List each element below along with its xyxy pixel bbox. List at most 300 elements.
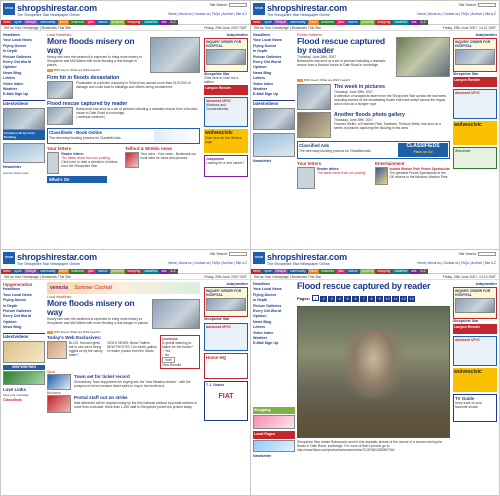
weather-link[interactable]: today/weather xyxy=(475,282,497,286)
wolves-title: wolvescivic xyxy=(454,369,482,375)
nav-item-property[interactable]: property xyxy=(361,20,374,24)
gallery-date: Thursday, June 28th, 2007 xyxy=(334,90,373,94)
photos-text[interactable]: NEW PHOTOS: Our fourth gallery of reader photos from the floods xyxy=(107,345,157,353)
nav-item-shopping[interactable]: shopping xyxy=(377,269,391,273)
homepage-link[interactable]: Set as Your Homepage | Bookmark This Site xyxy=(4,275,71,279)
site-search xyxy=(210,3,247,7)
page-button[interactable]: 7 xyxy=(360,296,367,302)
star-ad-headline: INQUIRY ORDER FOR HOSPITAL xyxy=(455,40,491,48)
nav-item-lifestyle[interactable]: lifestyle xyxy=(25,269,37,273)
nav-item-classified[interactable]: classified xyxy=(394,269,408,273)
search-input[interactable] xyxy=(478,3,496,7)
search-label: Site Search: xyxy=(209,3,229,7)
lnav-item[interactable]: Every Old World xyxy=(253,60,281,65)
poll-option-no[interactable]: ○ No xyxy=(162,353,170,357)
entertainment-photo[interactable] xyxy=(375,167,388,185)
poll-option-yes[interactable]: ○ Yes xyxy=(162,349,171,353)
sport-text: Shrewsbury Town supporters are buying into the 'new Meadow dream' - with the prospect of record season ticket sales to ring in the fourth end. xyxy=(74,380,191,388)
ad-thumbnail[interactable] xyxy=(3,143,45,163)
upvc-ad[interactable] xyxy=(204,323,248,351)
kicker: Local Headlines: xyxy=(47,33,73,37)
upvc-ad[interactable] xyxy=(453,89,497,119)
lnav-item[interactable]: Your Local News xyxy=(3,38,32,43)
promo-banner[interactable] xyxy=(47,282,200,294)
lnav-item[interactable]: Your Local News xyxy=(253,38,282,43)
blog-photo[interactable] xyxy=(47,341,67,359)
page-button[interactable]: 5 xyxy=(344,296,351,302)
gallery-date: Thursday, June 28th, 2007 xyxy=(334,118,373,122)
story-photo[interactable] xyxy=(47,81,73,99)
page-button[interactable]: 1 xyxy=(312,295,319,301)
lnav-item[interactable]: Flying Doctor xyxy=(3,43,27,48)
star-logo-box[interactable]: STAR xyxy=(253,252,265,264)
worcester-ad[interactable] xyxy=(453,147,497,169)
nav-item-ads[interactable]: ads xyxy=(161,20,167,24)
site-tagline: The Shropshire Star Newspaper Online xyxy=(267,262,330,266)
site-header xyxy=(251,250,499,274)
lnav-item[interactable]: Headlines xyxy=(3,33,20,37)
upvc-ad[interactable] xyxy=(204,97,248,127)
star-logo-box[interactable]: STAR xyxy=(3,3,15,15)
page-button[interactable]: 9 xyxy=(376,296,383,302)
story-text: Floodwater at a kitchen company in Telford has caused more than £100,000 of damage and could lead to buildings and offices being condemned. xyxy=(76,81,191,89)
telford-photo[interactable] xyxy=(125,152,139,168)
reader-letters-sub[interactable]: The latest views from our posting xyxy=(61,156,110,160)
lnav-item[interactable]: E-Mail Sign Up xyxy=(3,92,29,97)
classifieds-banner[interactable] xyxy=(154,130,198,142)
nav-item-business[interactable]: business xyxy=(71,20,84,24)
video-news-link[interactable]: VIDEO NEWS: News Trailers xyxy=(107,341,150,345)
page-button[interactable]: 3 xyxy=(328,296,335,302)
reader-letters-label: Reader letters: xyxy=(317,167,340,171)
nav-item-lifestyle[interactable]: lifestyle xyxy=(275,20,287,24)
search-input[interactable] xyxy=(229,3,247,7)
lnav-item[interactable]: Weather xyxy=(3,87,18,92)
page-button[interactable]: 13 xyxy=(409,297,414,301)
story-headline[interactable]: Firm hit in floods devastation xyxy=(47,75,120,81)
right-column xyxy=(453,282,497,422)
continue-link[interactable]: | continue continue | xyxy=(76,115,106,119)
site-header xyxy=(251,1,499,25)
lnav-item[interactable]: Your Local News xyxy=(253,287,282,292)
nav-item-travel[interactable]: travel xyxy=(309,269,318,273)
rss-label: RSS Feed | What are RSS Feeds? xyxy=(53,330,101,334)
telford-heading[interactable]: Telford & Wrekin news xyxy=(125,146,172,151)
entertainment-text: The greatest Proms Spectacular in the UK returns to the fabulous Weston Park xyxy=(389,171,448,179)
lnav-item[interactable]: Picture Galleries xyxy=(253,303,282,308)
gallery-text: Frances Weller, of Eastham Park, Eastham, Tenbury Wells, has sent us a series of pictures capturing the flooding in the area. xyxy=(334,122,441,130)
nav-item-motors[interactable]: motors xyxy=(97,20,108,24)
lnav-item[interactable]: Opinion xyxy=(253,65,267,70)
page-button[interactable]: 4 xyxy=(336,296,343,302)
gallery-title: Flood rescue captured by reader xyxy=(297,281,431,291)
nav-item-news[interactable]: news xyxy=(3,20,11,24)
rss-link[interactable] xyxy=(297,78,450,82)
search-input[interactable] xyxy=(229,252,247,256)
star-ad-photo xyxy=(455,298,495,313)
local-pages-photo[interactable] xyxy=(253,440,295,452)
nav-item-classified[interactable]: classified xyxy=(144,269,158,273)
nav-item-jobs[interactable]: jobs xyxy=(88,269,94,273)
star-logo-box[interactable]: STAR xyxy=(3,252,15,264)
date-label: Friday, 29th June 2007, 13:13 GMT xyxy=(442,275,496,279)
poll-no-label: No xyxy=(164,353,170,357)
vote-button[interactable]: Vote xyxy=(162,357,175,363)
star-label[interactable]: Shropshire Star xyxy=(453,319,479,323)
gallery-headline[interactable]: Another floods photo gallery xyxy=(334,112,405,118)
site-logo[interactable]: shropshirestar.com xyxy=(17,252,97,262)
story-photo[interactable] xyxy=(47,107,73,125)
whats-on-heading[interactable]: What's On xyxy=(47,176,107,183)
nav-item-news[interactable]: news xyxy=(253,269,261,273)
lnav-item[interactable]: In Depth xyxy=(253,298,268,303)
venezia-logo: venezia xyxy=(50,285,69,291)
page-button[interactable]: 2 xyxy=(320,296,327,302)
nav-item-sport[interactable]: sport xyxy=(264,20,272,24)
story-headline[interactable]: Flood rescue captured by reader xyxy=(47,101,128,107)
lanyon-ad[interactable]: Lanyon Reeder xyxy=(204,85,248,95)
nav-item-community[interactable]: community xyxy=(40,269,56,273)
panel-gallery-viewer xyxy=(251,250,499,495)
nav-item-business[interactable]: business xyxy=(321,269,334,273)
nav-item-community[interactable]: community xyxy=(40,20,56,24)
lnav-item[interactable]: Headlines xyxy=(253,33,270,37)
pages-label: Pages: xyxy=(297,296,311,301)
main-content xyxy=(47,33,200,183)
lnav-item[interactable]: E-Mail Sign Up xyxy=(253,92,279,97)
left-nav xyxy=(253,282,295,459)
business-headline[interactable]: Postal staff out on strike xyxy=(74,395,128,400)
kicker: Local Headlines: xyxy=(47,295,73,299)
page-button[interactable]: 6 xyxy=(352,296,359,302)
nav-item-shopping[interactable]: shopping xyxy=(127,269,141,273)
nav-item-jobs[interactable]: jobs xyxy=(338,20,344,24)
nav-item-lifestyle[interactable]: lifestyle xyxy=(25,20,37,24)
upvc-ad[interactable] xyxy=(453,336,497,366)
nav-item-motors[interactable]: motors xyxy=(97,269,108,273)
nav-item-community[interactable]: community xyxy=(290,20,306,24)
nav-item-community[interactable]: community xyxy=(290,269,306,273)
lnav-item[interactable]: Every Old World xyxy=(253,309,281,314)
video-thumbnail[interactable] xyxy=(3,341,45,363)
love-links-heading[interactable]: Love Links xyxy=(3,387,26,393)
nav-item-a-z[interactable]: A-Z xyxy=(170,20,176,24)
star-ad-photo xyxy=(206,49,246,65)
lnav-item[interactable]: Video Index xyxy=(253,330,274,335)
nav-item-news[interactable]: news xyxy=(253,20,261,24)
lnav-item[interactable]: News Blog xyxy=(253,70,272,75)
wolves-title: wolvescivic xyxy=(454,122,482,128)
story-text: Bobsoomic has sent us a set of pictures including a dramatic rescue from a flooded house in Dale Road in Ironbridge. xyxy=(76,107,198,115)
classifieds-link[interactable]: Classifieds xyxy=(3,397,22,402)
lnav-item[interactable]: Picture Galleries xyxy=(3,309,32,314)
star-ad[interactable] xyxy=(204,38,248,72)
upvc-title: Advanced UPVC xyxy=(206,325,231,329)
nav-item-jobs[interactable]: jobs xyxy=(88,20,94,24)
video-thumbnail[interactable] xyxy=(3,108,45,130)
lnav-item[interactable]: Weather xyxy=(253,87,268,92)
sub-bar xyxy=(251,25,499,31)
tv-guide-text: Keep track of your favourite shows xyxy=(455,401,482,409)
nav-item-business[interactable]: business xyxy=(71,269,84,273)
wolves-ad[interactable] xyxy=(453,121,497,145)
latest-videos-heading: latestvideos xyxy=(3,333,45,339)
lead-headline[interactable]: More floods misery on way xyxy=(47,298,135,317)
wolves-ad[interactable] xyxy=(204,129,248,153)
yourshout-heading: yourshout xyxy=(162,337,178,341)
love-links-text: Find your soulmate xyxy=(3,392,29,397)
lanyon-ad[interactable]: Lanyon Reeder xyxy=(453,324,497,334)
nav-item-motors[interactable]: motors xyxy=(347,269,358,273)
right-column xyxy=(204,33,248,177)
nav-item-travel[interactable]: travel xyxy=(309,20,318,24)
main-content xyxy=(47,282,200,413)
business-photo[interactable] xyxy=(47,395,71,413)
lead-text: Heavy rain over the weekend is expected to bring more misery to Shropshire and Mid Wales with more flooding a real danger in places. xyxy=(47,317,149,325)
lead-date: Thursday, June 28th, 2007 xyxy=(297,55,336,59)
lnav-item[interactable]: Picture Galleries xyxy=(253,54,282,59)
letters-photo xyxy=(47,152,59,174)
home-hq-ad[interactable] xyxy=(204,353,248,379)
right-column xyxy=(453,33,497,169)
lnav-item[interactable]: Picture Galleries xyxy=(3,54,32,59)
letters-text: Click here to read a selection of letters from the Shropshire Star. xyxy=(61,160,118,168)
site-header xyxy=(1,1,250,25)
classifieds-heading[interactable]: Classifieds - Book Online xyxy=(49,130,102,135)
dealer-title: T. J. Vickers xyxy=(206,383,225,387)
classifieds-text: The new easy booking process for Classified ads xyxy=(299,149,371,153)
site-logo[interactable]: shropshirestar.com xyxy=(17,3,97,13)
star-ad[interactable] xyxy=(453,38,497,72)
win-banner[interactable]: WIN*WIN*WIN xyxy=(3,365,45,370)
nav-item-ads[interactable]: ads xyxy=(411,20,417,24)
letters-heading[interactable]: Your letters xyxy=(47,146,72,151)
page-buttons xyxy=(312,295,416,302)
star-ad-photo xyxy=(455,49,495,65)
lnav-item[interactable]: Flying Doctor xyxy=(3,298,27,303)
lnav-item[interactable]: News Blog xyxy=(3,325,22,330)
weather-link[interactable]: today/weather xyxy=(226,33,248,37)
page-button[interactable]: 8 xyxy=(368,296,375,302)
lead-photo[interactable] xyxy=(150,37,200,73)
summer-cocktail: Summer Cocktail xyxy=(74,285,113,291)
nav-item-ads[interactable]: ads xyxy=(161,269,167,273)
site-logo[interactable]: shropshirestar.com xyxy=(267,252,347,262)
star-label[interactable]: Shropshire Star xyxy=(204,72,230,76)
nav-item-a-z[interactable]: A-Z xyxy=(170,269,176,273)
classifieds-banner-title: CLASSIFIEDS xyxy=(406,143,440,149)
lnav-item[interactable]: Headlines xyxy=(3,287,20,292)
reader-letters-label: Reader letters: xyxy=(61,152,84,156)
nav-item-sport[interactable]: sport xyxy=(14,269,22,273)
newsletter-heading[interactable]: Newsletter xyxy=(3,165,22,170)
star-ad[interactable] xyxy=(453,287,497,319)
lnav-item[interactable]: E-Mail Sign Up xyxy=(253,341,279,346)
newsletter-text: Get the latest news xyxy=(3,170,29,175)
newsletter-heading[interactable]: Newsletter xyxy=(253,453,272,458)
gallery-headline[interactable]: The week in pictures xyxy=(334,84,386,90)
tv-guide-ad[interactable] xyxy=(453,394,497,422)
lead-text: Heavy rain over the weekend is expected to bring more misery to Shropshire and Mid Wales with more flooding a real danger in places. xyxy=(47,55,142,67)
lnav-item[interactable]: In Depth xyxy=(3,49,18,54)
site-search xyxy=(210,252,247,256)
nav-item-shopping[interactable]: shopping xyxy=(127,20,141,24)
lnav-item[interactable]: Letters xyxy=(3,76,15,81)
nav-item-travel[interactable]: travel xyxy=(59,20,68,24)
lnav-item[interactable]: News Blog xyxy=(253,319,272,324)
weather-link[interactable]: today/weather xyxy=(475,33,497,37)
weather-link[interactable]: today/weather xyxy=(226,282,248,286)
nav-item-business[interactable]: business xyxy=(321,20,334,24)
rss-icon xyxy=(47,69,53,72)
lnav-item[interactable]: Letters xyxy=(253,76,265,81)
lead-headline[interactable]: More floods misery on way xyxy=(47,36,135,55)
ad-thumbnail[interactable] xyxy=(253,133,295,157)
homepage-link[interactable]: Set as Your Homepage | Bookmark This Site xyxy=(4,26,71,30)
lnav-item[interactable]: Opinion xyxy=(3,319,17,324)
rescue-figures xyxy=(343,330,403,402)
left-nav xyxy=(253,33,295,165)
star-label[interactable]: Shropshire Star xyxy=(453,72,479,76)
page-button[interactable]: 11 xyxy=(393,297,398,301)
lnav-item[interactable]: Letters xyxy=(253,325,265,330)
lnav-item[interactable]: In Depth xyxy=(3,303,18,308)
star-logo-box[interactable]: STAR xyxy=(253,3,265,15)
right-column xyxy=(204,282,248,421)
lnav-item[interactable]: Your Local News xyxy=(3,292,32,297)
lead-headline[interactable]: Flood rescue captured by reader xyxy=(297,36,385,55)
classifieds-heading[interactable]: Classified Ads xyxy=(299,143,330,148)
video-caption[interactable]: County is hit by more flooding xyxy=(3,130,45,140)
nav-item-lifestyle[interactable]: lifestyle xyxy=(275,269,287,273)
homepage-link[interactable]: Set as Your Homepage | Bookmark This Site xyxy=(254,275,321,279)
sport-headline[interactable]: Town set for ticket record xyxy=(74,374,130,379)
search-label: Site Search: xyxy=(209,252,229,256)
nav-item-motors[interactable]: motors xyxy=(347,20,358,24)
lnav-item[interactable]: Every Old World xyxy=(3,314,31,319)
lead-photo[interactable] xyxy=(152,299,200,329)
nav-item-jobs[interactable]: jobs xyxy=(338,269,344,273)
nav-item-a-z[interactable]: A-Z xyxy=(420,269,426,273)
left-nav xyxy=(3,33,45,175)
shopping-heading[interactable]: Shopping xyxy=(253,407,295,414)
photo-caption: Shropshire Star reader Bobsoomic sent in this dramatic picture of the rescue of a woman during the floods in Dale Road, Ironbridge. For more of Bob's photos go to http://www.flickr.com/photos/bobsoomic/sets/72157600485090784/ xyxy=(297,440,443,452)
nav-item-a-z[interactable]: A-Z xyxy=(420,20,426,24)
lnav-item[interactable]: Flying Doctor xyxy=(253,43,277,48)
jobs-title: Jobspotstar xyxy=(206,157,225,161)
blog-text[interactable]: BLOG: Human rights, fair to see we're being egged on by the nanny state? xyxy=(69,341,103,357)
gallery-photo[interactable] xyxy=(297,306,450,438)
fiat-ad[interactable] xyxy=(204,381,248,421)
sub-bar xyxy=(1,25,250,31)
lnav-item[interactable]: Flying Doctor xyxy=(253,292,277,297)
rss-icon xyxy=(47,331,53,334)
floodwater xyxy=(298,398,449,437)
jobs-ad[interactable] xyxy=(204,155,248,177)
top-links[interactable]: Home | About us | Contact us | FAQs | Archive | Site A-Z xyxy=(168,261,247,265)
top-links[interactable]: Home | About us | Contact us | FAQs | Archive | Site A-Z xyxy=(417,261,496,265)
kicker: Picture Galleries: xyxy=(297,33,323,37)
topgeneration-logo[interactable]: topgeneration xyxy=(3,282,33,287)
nav-item-sport[interactable]: sport xyxy=(14,20,22,24)
site-tagline: The Shropshire Star Newspaper Online xyxy=(17,262,80,266)
page-button[interactable]: 10 xyxy=(385,297,390,301)
star-label[interactable]: Shropshire Star xyxy=(204,317,230,321)
lnav-item[interactable]: Weather xyxy=(253,336,268,341)
letters-heading[interactable]: Your letters xyxy=(297,161,322,166)
search-input[interactable] xyxy=(478,252,496,256)
lanyon-ad[interactable]: Lanyon Reeder xyxy=(453,77,497,87)
nav-item-property[interactable]: property xyxy=(111,20,124,24)
star-ad[interactable] xyxy=(204,287,248,317)
lnav-item[interactable]: Every Old World xyxy=(3,60,31,65)
top-links[interactable]: Home | About us | Contact us | FAQs | Archive | Site A-Z xyxy=(168,12,247,16)
eedition-link[interactable]: Click here to read our e-edition xyxy=(204,76,240,84)
classifieds-banner[interactable] xyxy=(398,143,448,157)
lnav-item[interactable]: In Depth xyxy=(253,49,268,54)
nav-item-travel[interactable]: travel xyxy=(59,269,68,273)
lnav-item[interactable]: News Blog xyxy=(3,70,22,75)
pagination xyxy=(297,295,450,302)
sub-bar xyxy=(1,274,250,280)
entertainment-item[interactable]: Instant Weston Park Proms Spectacular xyxy=(389,167,450,171)
entertainment-heading[interactable]: Entertainment xyxy=(375,161,405,166)
top-links[interactable]: Home | About us | Contact us | FAQs | Archive | Site A-Z xyxy=(417,12,496,16)
lead-photo[interactable] xyxy=(396,37,450,77)
local-pages-heading[interactable]: Local Pages xyxy=(253,431,295,438)
site-tagline: The Shropshire Star Newspaper Online xyxy=(17,13,80,17)
page-button[interactable]: 12 xyxy=(401,297,406,301)
site-tagline: The Shropshire Star Newspaper Online xyxy=(267,13,330,17)
latest-videos-heading: latestvideos xyxy=(3,100,45,106)
reader-letters-sub[interactable]: The latest views from our posting xyxy=(317,171,366,175)
gallery-photo[interactable] xyxy=(297,112,331,138)
telford-text: Your area - Your news - Bookmark our local sites for news and pictures xyxy=(140,152,197,160)
rss-link[interactable] xyxy=(47,330,200,334)
shopping-photo[interactable] xyxy=(253,415,295,429)
lnav-item[interactable]: Opinion xyxy=(253,314,267,319)
homepage-link[interactable]: Set as Your Homepage | Bookmark This Site xyxy=(254,26,321,30)
newsletter-heading[interactable]: Newsletter xyxy=(253,159,272,164)
nav-item-property[interactable]: property xyxy=(111,269,124,273)
business-kicker: Business xyxy=(47,391,61,395)
rss-link[interactable] xyxy=(47,68,147,72)
lnav-item[interactable]: Headlines xyxy=(253,282,270,286)
sport-photo[interactable] xyxy=(47,374,71,390)
lnav-item[interactable]: Video Index xyxy=(253,81,274,86)
gallery-photo[interactable] xyxy=(297,84,331,110)
win-photo[interactable] xyxy=(3,371,45,385)
upvc-title: Advanced UPVC xyxy=(455,338,480,342)
nav-item-classified[interactable]: classified xyxy=(394,20,408,24)
exclusives-heading: Today's Web Exclusives: xyxy=(47,335,102,340)
nav-item-ads[interactable]: ads xyxy=(411,269,417,273)
nav-item-classified[interactable]: classified xyxy=(144,20,158,24)
site-logo[interactable]: shropshirestar.com xyxy=(267,3,347,13)
wolves-text: Click here for the Wolves page xyxy=(205,136,242,144)
nav-item-shopping[interactable]: shopping xyxy=(377,20,391,24)
nav-item-property[interactable]: property xyxy=(361,269,374,273)
lnav-item[interactable]: Opinion xyxy=(3,65,17,70)
nav-item-sport[interactable]: sport xyxy=(264,269,272,273)
lnav-item[interactable]: Video Index xyxy=(3,81,24,86)
nav-item-news[interactable]: news xyxy=(3,269,11,273)
place-ad-link[interactable]: Place an Ad xyxy=(413,150,433,154)
video-thumbnail[interactable] xyxy=(253,108,295,130)
view-results-link[interactable]: View Results xyxy=(162,363,181,367)
wolves-ad[interactable] xyxy=(453,368,497,392)
worcester-title: Worcester xyxy=(455,149,471,153)
